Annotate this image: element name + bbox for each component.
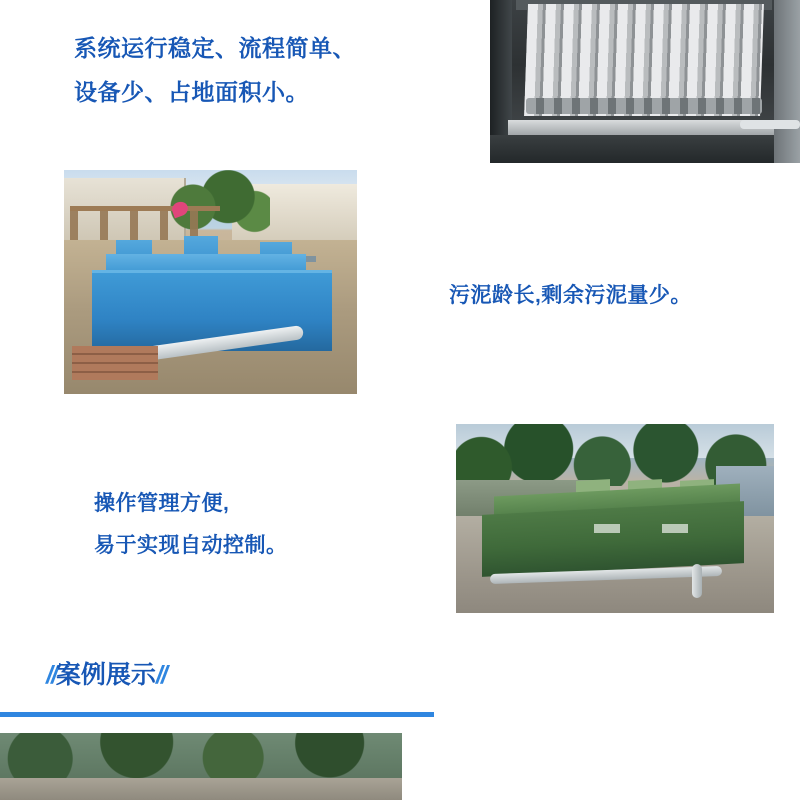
photo-case-bottom (0, 733, 402, 800)
tank-label-1 (594, 524, 620, 533)
feature-text-1-line-2: 设备少、占地面积小。 (74, 79, 309, 105)
slash-left: // (46, 661, 56, 689)
feature-text-3-line-2: 易于实现自动控制。 (94, 534, 288, 557)
feature-text-1 (74, 26, 356, 114)
feature-text-3-line-1: 操作管理方便, (94, 492, 230, 515)
feature-text-2-line-1: 污泥龄长,剩余污泥量少。 (449, 284, 692, 307)
brick-pile (72, 346, 158, 380)
feature-text-1-line-1: 系统运行稳定、流程简单、 (74, 35, 356, 61)
yard-ground (0, 778, 402, 800)
tank-wall-right (774, 0, 800, 163)
feature-text-2 (449, 278, 692, 314)
pipe-elbow (692, 564, 702, 598)
slash-right: // (155, 661, 166, 689)
photo-tube-settler (490, 0, 800, 163)
section-title: 案例展示 (55, 661, 156, 689)
tank-floor (490, 135, 800, 163)
photo-blue-tank (64, 170, 357, 394)
section-heading (46, 655, 166, 691)
lamella-tube-caps (526, 98, 762, 114)
tree-canopy (0, 733, 402, 781)
photo-green-tank (456, 424, 774, 613)
tank-label-2 (662, 524, 688, 533)
section-divider (0, 712, 434, 717)
outlet-pipe (740, 120, 800, 129)
feature-text-3 (94, 483, 288, 567)
